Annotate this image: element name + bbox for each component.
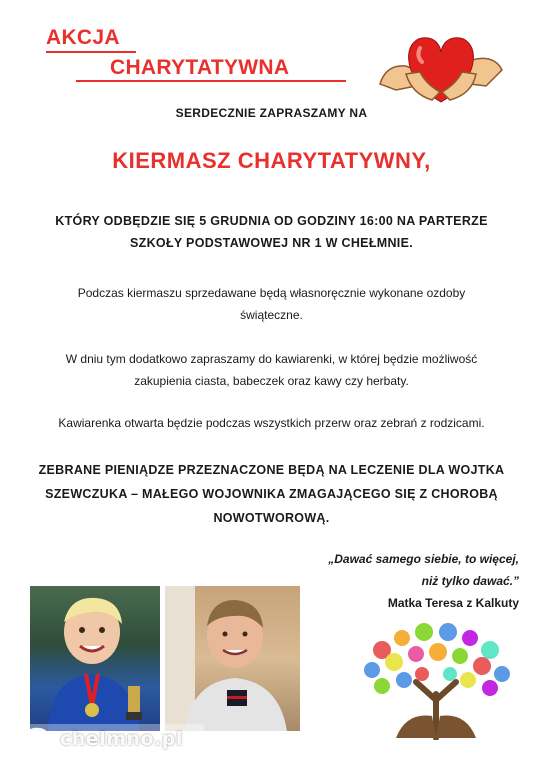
quote-line2: niż tylko dawać.” — [421, 574, 519, 588]
money-purpose — [20, 458, 523, 530]
hands-tree-icon — [352, 620, 520, 740]
title-underline1 — [46, 51, 136, 53]
quote-block — [328, 548, 519, 614]
money-line1: ZEBRANE PIENIĄDZE PRZEZNACZONE BĘDĄ NA LECZENIE DLA WOJTKA — [38, 463, 505, 477]
paragraph-cafe-hours: Kawiarenka otwarta będzie podczas wszystkich przerw oraz zebrań z rodzicami. — [58, 416, 485, 430]
when-line1: KTÓRY ODBĘDZIE SIĘ 5 GRUDNIA OD GODZINY 16:00 NA PARTERZE — [55, 214, 488, 228]
paragraph-cafe — [20, 348, 523, 392]
quote-author: Matka Teresa z Kalkuty — [387, 596, 519, 610]
event-name: KIERMASZ CHARYTATYWNY, — [112, 148, 431, 173]
title-line2: CHARYTATYWNA — [110, 56, 290, 79]
money-line3: NOWOTWOROWĄ. — [213, 511, 330, 525]
watermark-text: chelmno.pl — [60, 728, 183, 750]
watermark-logo-icon — [18, 726, 56, 752]
title-line1: AKCJA — [46, 26, 120, 49]
photo-boy-smiling — [165, 586, 300, 731]
invite-text: SERDECZNIE ZAPRASZAMY NA — [175, 106, 368, 120]
money-line2: SZEWCZUKA – MAŁEGO WOJOWNIKA ZMAGAJĄCEGO SIĘ Z CHOROBĄ — [45, 487, 498, 501]
title-underline2 — [76, 80, 346, 82]
quote-line1: „Dawać samego siebie, to więcej, — [328, 552, 519, 566]
event-when — [20, 210, 523, 254]
p2-line2: zakupienia ciasta, babeczek oraz kawy czy herbaty. — [134, 374, 409, 388]
p2-line1: W dniu tym dodatkowo zapraszamy do kawiarenki, w której będzie możliwość — [65, 352, 478, 366]
photo-boy-medal — [30, 586, 160, 731]
when-line2: SZKOŁY PODSTAWOWEJ NR 1 W CHEŁMNIE. — [130, 236, 413, 250]
heart-in-hands-icon — [376, 24, 506, 110]
paragraph-decorations — [20, 282, 523, 326]
p1-line2: świąteczne. — [240, 308, 303, 322]
p1-line1: Podczas kiermaszu sprzedawane będą własnoręcznie wykonane ozdoby — [77, 286, 466, 300]
